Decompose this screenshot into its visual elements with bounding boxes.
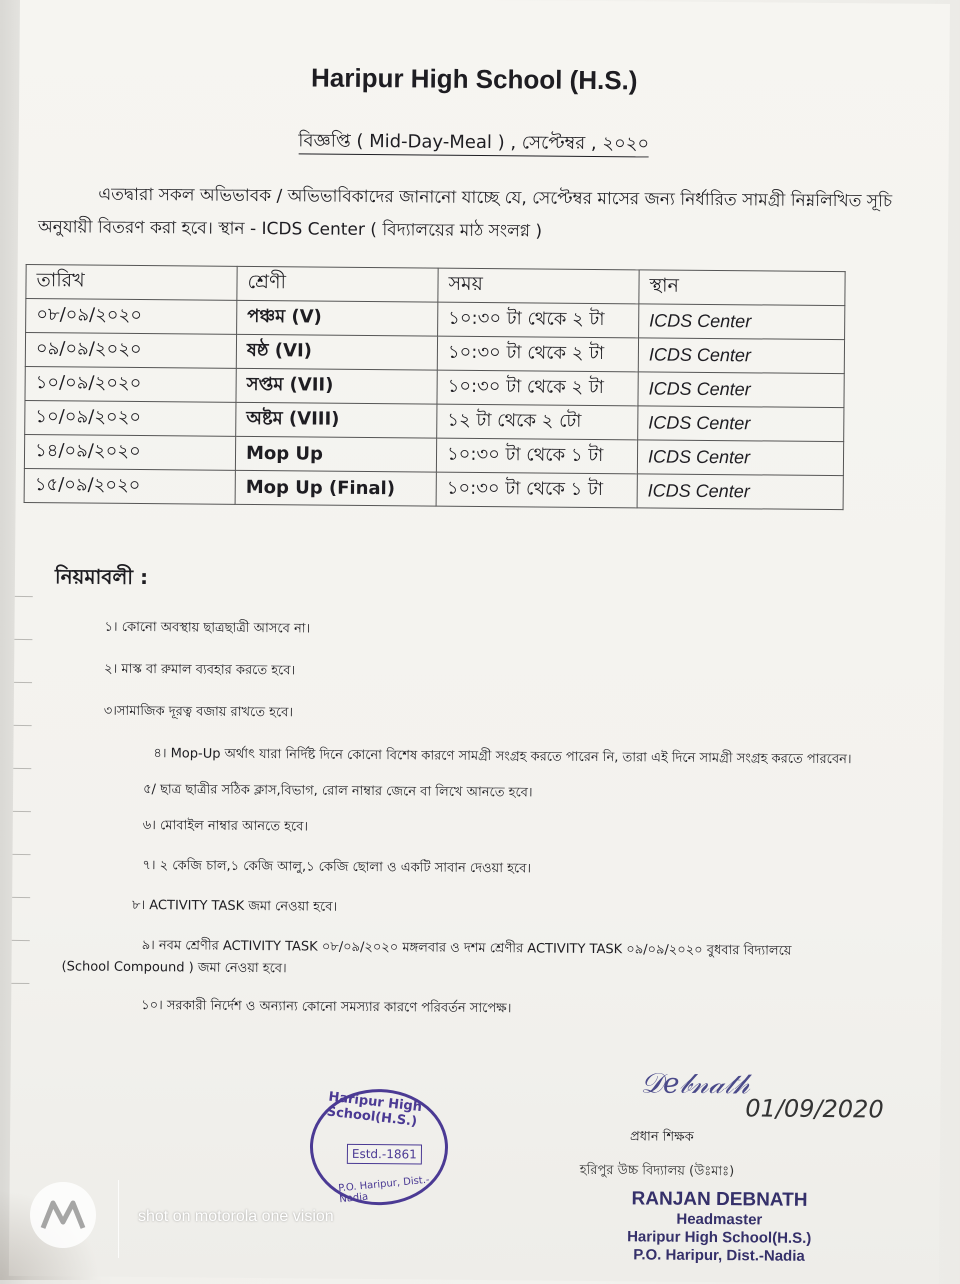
cell-time: ১০:৩০ টা থেকে ২ টা [437,370,638,406]
cell-place: ICDS Center [639,304,845,340]
notice-subtitle-text: বিজ্ঞপ্তি ( Mid-Day-Meal ) , সেপ্টেম্বর , ২০২০ [298,130,649,157]
rule-item: ১০। সরকারী নির্দেশ ও অন্যান্য কোনো সমস্যার কারণে পরিবর্তন সাপেক্ষ। [141,998,512,1017]
cell-date: ০৮/০৯/২০২০ [26,299,237,335]
cell-time: ১০:৩০ টা থেকে ১ টা [436,472,637,508]
cell-place: ICDS Center [637,440,843,476]
school-seal-stamp [309,1089,448,1206]
cell-date: ১৪/০৯/২০২০ [24,434,235,470]
notebook-edge-lines [11,596,33,1056]
headmaster-school-bn: হরিপুর উচ্চ বিদ্যালয় (উঃমাঃ) [579,1162,735,1180]
motorola-m-icon [40,1200,86,1230]
cell-class: Mop Up (Final) [235,470,436,506]
table-row [24,468,843,509]
cell-class: অষ্টম (VIII) [236,402,437,438]
cell-class: পঞ্চম (V) [237,300,438,336]
notice-page [9,0,950,1284]
rule-item: ৮। ACTIVITY TASK জমা নেওয়া হবে। [132,897,338,915]
notice-subtitle [19,124,929,163]
distribution-schedule-table [24,264,846,510]
headmaster-title: Headmaster [676,1210,763,1229]
stamp-top-text: Haripur High School(H.S.) [325,1089,423,1130]
header-class: শ্রেণী [237,266,438,302]
school-title: Haripur High School (H.S.) [310,62,638,96]
stamp-estd: Estd.-1861 [347,1144,422,1165]
header-place: স্থান [639,270,845,306]
cell-class: সপ্তম (VII) [236,368,437,404]
cell-time: ১২ টা থেকে ২ টো [437,404,638,440]
cell-place: ICDS Center [637,474,843,510]
header-date: তারিখ [26,265,237,301]
rule-item: ৪। Mop-Up অর্থাৎ যারা নির্দিষ্ট দিনে কোনো বিশেষ কারণে সামগ্রী সংগ্রহ করতে পারেন নি, তারা এই দিনে সামগ্রী সংগ্রহ করতে পারবেন। [153,746,852,768]
cell-place: ICDS Center [638,338,844,374]
cell-time: ১০:৩০ টা থেকে ২ টা [438,302,639,338]
rule-item: ১। কোনো অবস্থায় ছাত্রছাত্রী আসবে না। [104,619,311,637]
cell-date: ১৫/০৯/২০২০ [24,468,235,504]
cell-class: Mop Up [235,436,436,472]
cell-date: ১০/০৯/২০২০ [25,367,236,403]
headmaster-stamp-block [579,1161,860,1266]
rule-item: ২। মাস্ক বা রুমাল ব্যবহার করতে হবে। [104,661,296,679]
signature-date: 01/09/2020 [745,1094,884,1124]
cell-place: ICDS Center [638,372,844,408]
cell-class: ষষ্ঠ (VI) [236,334,437,370]
intro-paragraph: এতদ্বারা সকল অভিভাবক / অভিভাবিকাদের জানানো যাচ্ছে যে, সেপ্টেম্বর মাসের জন্য নির্ধারিত সামগ্রী নিম্নলিখিত সূচি অনুযায়ী বিতরণ করা হবে। স্থান - ICDS Center ( বিদ্যালয়ের মাঠ সংলগ্ন ) [37,184,893,242]
stamp-bottom-text: P.O. Haripur, Dist.-Nadia [337,1174,431,1206]
motorola-logo-icon [30,1182,96,1248]
rule-item: ৭। ২ কেজি চাল,১ কেজি আলু,১ কেজি ছোলা ও একটি সাবান দেওয়া হবে। [142,858,532,877]
rule-item: ৩।সামাজিক দূরত্ব বজায় রাখতে হবে। [103,703,294,721]
watermark-divider [118,1180,119,1258]
rule-item: ৫/ ছাত্র ছাত্রীর সঠিক ক্লাস,বিভাগ, রোল নাম্বার জেনে বা লিখে আনতে হবে। [143,782,533,801]
cell-time: ১০:৩০ টা থেকে ২ টা [437,336,638,372]
rules-title: নিয়মাবলী : [54,564,149,590]
cell-date: ০৯/০৯/২০২০ [25,333,236,369]
cell-place: ICDS Center [638,406,844,442]
cell-date: ১০/০৯/২০২০ [25,401,236,437]
rule-item: ৯। নবম শ্রেণীর ACTIVITY TASK ০৮/০৯/২০২০ মঙ্গলবার ও দশম শ্রেণীর ACTIVITY TASK ০৯/০৯/২০২০ বুধবার বিদ্যালয়ে (School Compound ) জমা নেওয়া হবে। [61,938,792,977]
rule-item: ৬। মোবাইল নাম্বার আনতে হবে। [142,818,309,835]
header-time: সময় [438,268,639,304]
headmaster-name: RANJAN DEBNATH [631,1188,808,1211]
headmaster-school: Haripur High School(H.S.) [627,1228,812,1247]
cell-time: ১০:৩০ টা থেকে ১ টা [436,438,637,474]
signature-scribble: 𝒟𝑒𝒷𝓃𝒶𝓉𝒽 [640,1066,750,1101]
camera-watermark: shot on motorola one vision [138,1208,334,1225]
headmaster-address: P.O. Haripur, Dist.-Nadia [633,1246,805,1265]
rules-list [61,617,934,1024]
signature-role-bn: প্রধান শিক্ষক [630,1129,694,1145]
